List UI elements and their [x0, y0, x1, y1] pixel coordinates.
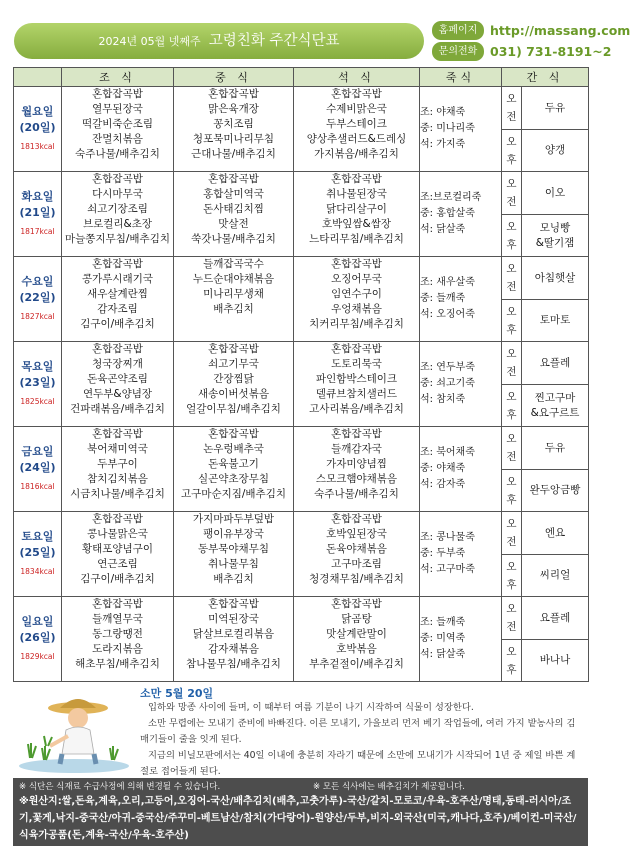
porridge-item: 중: 두부죽	[420, 548, 466, 559]
menu-item: 맑은육개장	[208, 103, 259, 115]
dinner-cell	[294, 597, 420, 682]
lunch-cell	[174, 87, 294, 172]
menu-item: 부추겉절이/배추김치	[309, 658, 404, 670]
menu-item: 참치김치볶음	[87, 473, 148, 485]
menu-item: 누드순대야채볶음	[192, 273, 275, 285]
snack-am-label: 오 전	[502, 342, 522, 385]
menu-item: 양상추샐러드&드레싱	[306, 133, 407, 145]
breakfast-cell	[62, 427, 174, 512]
day-date: (23일)	[19, 375, 56, 389]
porridge-cell	[420, 427, 502, 512]
menu-item: 스모크햄야채볶음	[315, 473, 398, 485]
menu-item: 혼합잡곡밥	[331, 88, 382, 100]
snack-pm-label: 오 후	[502, 470, 522, 512]
porridge-item: 석: 가지죽	[420, 139, 466, 150]
menu-item: 마늘쫑지무침/배추김치	[65, 233, 170, 245]
breakfast-cell	[62, 512, 174, 597]
menu-item: 쑥갓나물/배추김치	[191, 233, 276, 245]
menu-item: 파인함박스테이크	[315, 373, 398, 385]
porridge-item: 석: 오징어죽	[420, 309, 475, 320]
porridge-item: 석: 닭살죽	[420, 224, 466, 235]
day-cell	[14, 597, 62, 682]
porridge-item: 석: 고구마죽	[420, 564, 475, 575]
menu-item: 고구마순지짐/배추김치	[181, 488, 286, 500]
menu-item: 혼합잡곡밥	[208, 598, 259, 610]
table-header-row	[14, 68, 589, 87]
menu-item: 청경채무침/배추김치	[309, 573, 404, 585]
porridge-item: 조: 콩나물죽	[420, 532, 475, 543]
menu-item: 감자채볶음	[208, 643, 259, 655]
menu-item: 홍합살미역국	[203, 188, 264, 200]
menu-item: 북어채미역국	[87, 443, 148, 455]
menu-item: 닭다리살구이	[326, 203, 387, 215]
season-paragraph: 입하와 망종 사이에 들며, 이 때부터 여름 기분이 나기 시작하여 식물이 성장한다.	[148, 702, 474, 713]
day-name: 화요일	[21, 189, 54, 203]
menu-item: 실곤약초장무침	[197, 473, 269, 485]
menu-item: 청국장찌개	[92, 358, 143, 370]
menu-item: 들깨열무국	[92, 613, 143, 625]
footer-note-kimchi: ※ 모든 식사에는 배추김치가 제공됩니다.	[313, 782, 466, 792]
menu-item: 연두부&양념장	[82, 388, 153, 400]
porridge-item: 중: 야채죽	[420, 463, 466, 474]
day-cell	[14, 87, 62, 172]
porridge-item: 조: 연두부죽	[420, 362, 475, 373]
menu-item: 호박잎쌈&쌈장	[321, 218, 392, 230]
menu-item: 혼합잡곡밥	[92, 513, 143, 525]
col-breakfast: 조 식	[62, 68, 174, 87]
menu-item: 혼합잡곡밥	[331, 598, 382, 610]
menu-item: 맛살전	[218, 218, 249, 230]
menu-item: 동그랑땡전	[92, 628, 143, 640]
day-row	[14, 87, 589, 130]
menu-item: 혼합잡곡밥	[92, 173, 143, 185]
menu-item: 참나물무침/배추김치	[186, 658, 281, 670]
porridge-cell	[420, 512, 502, 597]
menu-item: 미나리무생채	[203, 288, 264, 300]
menu-item: 혼합잡곡밥	[331, 513, 382, 525]
menu-item: 두부스테이크	[326, 118, 387, 130]
title-date: 2024년 05월 넷째주	[98, 35, 201, 48]
breakfast-cell	[62, 342, 174, 427]
day-date: (25일)	[19, 545, 56, 559]
col-snack: 간 식	[502, 68, 589, 87]
menu-item: 임연수구이	[331, 288, 382, 300]
footer-note-change: ※ 식단은 식재료 수급사정에 의해 변경될 수 있습니다.	[19, 782, 221, 792]
day-kcal: 1817kcal	[20, 226, 55, 236]
day-cell	[14, 512, 62, 597]
menu-item: 팽이유부장국	[203, 528, 264, 540]
day-kcal: 1829kcal	[20, 651, 55, 661]
porridge-item: 조:브로컬리죽	[420, 192, 482, 203]
snack-pm: 모닝빵 &딸기잼	[522, 215, 589, 257]
dinner-cell	[294, 87, 420, 172]
dinner-cell	[294, 257, 420, 342]
phone-number: 031) 731-8191~2	[490, 44, 612, 59]
menu-item: 돈육불고기	[208, 458, 259, 470]
menu-item: 혼합잡곡밥	[92, 258, 143, 270]
menu-item: 돈사태김치찜	[203, 203, 264, 215]
menu-item: 혼합잡곡밥	[331, 428, 382, 440]
menu-item: 혼합잡곡밥	[208, 88, 259, 100]
menu-item: 도토리묵국	[331, 358, 382, 370]
menu-item: 근대나물/배추김치	[191, 148, 276, 160]
menu-item: 새송이버섯볶음	[197, 388, 269, 400]
porridge-item: 조: 새우살죽	[420, 277, 475, 288]
snack-pm: 바나나	[522, 640, 589, 682]
weekly-menu-table	[13, 67, 589, 682]
homepage-label: 홈페이지	[432, 21, 484, 40]
day-name: 월요일	[21, 104, 54, 118]
day-date: (24일)	[19, 460, 56, 474]
menu-item: 새우살계란찜	[87, 288, 148, 300]
porridge-item: 중: 홍합살죽	[420, 208, 475, 219]
menu-item: 숙주나물/배추김치	[314, 488, 399, 500]
snack-am: 요플레	[522, 597, 589, 640]
footer-origin: ※원산지:쌀,돈육,계육,오리,고등어,오징어-국산/배추김치(배추,고춧가루)-국산/갈치-모로코/우육-호주산/명태,동태-러시아/조기,꽃게,낙지-중국산/아귀-중국산/주꾸미-베트남산/참치(가다랑어)-원양산/두부,비지-외국산(미국,캐나다,호주)/베이컨-미국산/식육가공품(돈,계육-국산/우육-호주산)	[19, 796, 577, 841]
menu-item: 꽁치조림	[213, 118, 254, 130]
menu-item: 쇠고기장조림	[87, 203, 148, 215]
day-date: (22일)	[19, 290, 56, 304]
day-row	[14, 597, 589, 640]
menu-item: 들깨잡곡국수	[203, 258, 264, 270]
lunch-cell	[174, 342, 294, 427]
title-banner	[14, 23, 424, 59]
menu-item: 떡갈비죽순조림	[81, 118, 153, 130]
menu-item: 혼합잡곡밥	[331, 343, 382, 355]
day-date: (20일)	[19, 120, 56, 134]
breakfast-cell	[62, 87, 174, 172]
day-row	[14, 512, 589, 555]
season-title: 소만 5월 20일	[140, 687, 214, 700]
day-date: (26일)	[19, 630, 56, 644]
snack-pm-label: 오 후	[502, 640, 522, 682]
snack-pm: 완두앙금빵	[522, 470, 589, 512]
menu-item: 동부묵야채무침	[197, 543, 269, 555]
porridge-item: 중: 쇠고기죽	[420, 378, 475, 389]
porridge-cell	[420, 597, 502, 682]
lunch-cell	[174, 512, 294, 597]
snack-pm: 양갱	[522, 130, 589, 172]
menu-item: 수제비맑은국	[326, 103, 387, 115]
menu-item: 다시마무국	[92, 188, 143, 200]
day-name: 일요일	[21, 614, 54, 628]
menu-item: 맛살계란말이	[326, 628, 387, 640]
porridge-cell	[420, 172, 502, 257]
day-kcal: 1834kcal	[20, 566, 55, 576]
menu-item: 혼합잡곡밥	[92, 598, 143, 610]
porridge-item: 중: 들깨죽	[420, 293, 466, 304]
menu-item: 닭곰탕	[341, 613, 372, 625]
lunch-cell	[174, 427, 294, 512]
menu-item: 얼갈이무침/배추김치	[186, 403, 281, 415]
day-date: (21일)	[19, 205, 56, 219]
snack-am: 아침햇살	[522, 257, 589, 300]
menu-item: 호박잎된장국	[326, 528, 387, 540]
lunch-cell	[174, 257, 294, 342]
menu-item: 쇠고기무국	[208, 358, 259, 370]
porridge-item: 석: 감자죽	[420, 479, 466, 490]
col-lunch: 중 식	[174, 68, 294, 87]
porridge-item: 조: 야채죽	[420, 107, 466, 118]
menu-item: 혼합잡곡밥	[208, 343, 259, 355]
menu-item: 가자미양념찜	[326, 458, 387, 470]
menu-item: 건파래볶음/배추김치	[70, 403, 165, 415]
breakfast-cell	[62, 172, 174, 257]
title-text: 고령친화 주간식단표	[208, 33, 340, 49]
menu-item: 혼합잡곡밥	[208, 173, 259, 185]
snack-pm-label: 오 후	[502, 215, 522, 257]
menu-item: 숙주나물/배추김치	[75, 148, 160, 160]
menu-item: 두부구이	[97, 458, 138, 470]
footer-notice	[13, 778, 588, 846]
day-name: 수요일	[21, 274, 54, 288]
menu-item: 미역된장국	[208, 613, 259, 625]
snack-am-label: 오 전	[502, 257, 522, 300]
menu-item: 황태포양념구이	[81, 543, 153, 555]
menu-item: 혼합잡곡밥	[208, 428, 259, 440]
menu-item: 청포묵미나리무침	[192, 133, 275, 145]
day-kcal: 1825kcal	[20, 396, 55, 406]
snack-am: 이오	[522, 172, 589, 215]
menu-item: 느타리무침/배추김치	[309, 233, 404, 245]
snack-pm-label: 오 후	[502, 300, 522, 342]
menu-item: 브로컬리&초장	[82, 218, 153, 230]
col-porridge: 죽식	[420, 68, 502, 87]
season-text	[140, 700, 580, 780]
menu-item: 오징어무국	[331, 273, 382, 285]
homepage-row	[432, 21, 630, 40]
day-row	[14, 427, 589, 470]
day-kcal: 1813kcal	[20, 141, 55, 151]
day-cell	[14, 172, 62, 257]
snack-am: 두유	[522, 427, 589, 470]
menu-item: 잔멸치볶음	[92, 133, 143, 145]
menu-item: 고구마조림	[331, 558, 382, 570]
day-row	[14, 257, 589, 300]
menu-item: 해초무침/배추김치	[75, 658, 160, 670]
lunch-cell	[174, 597, 294, 682]
menu-item: 논우렁배추국	[203, 443, 264, 455]
col-dinner: 석 식	[294, 68, 420, 87]
day-name: 토요일	[21, 529, 54, 543]
header	[14, 18, 630, 64]
menu-item: 김구이/배추김치	[80, 318, 155, 330]
snack-am: 엔요	[522, 512, 589, 555]
season-paragraph: 지금의 비닐모판에서는 40일 이내에 충분히 자라기 때문에 소만에 모내기가 시작되어 1년 중 제일 바쁜 계절로 접어들게 된다.	[140, 750, 576, 777]
snack-pm-label: 오 후	[502, 130, 522, 172]
menu-item: 델큐브참치샐러드	[315, 388, 398, 400]
dinner-cell	[294, 342, 420, 427]
menu-item: 연근조림	[97, 558, 138, 570]
snack-pm: 토마토	[522, 300, 589, 342]
porridge-item: 석: 닭살죽	[420, 649, 466, 660]
menu-item: 배추김치	[213, 303, 254, 315]
menu-item: 들깨감자국	[331, 443, 382, 455]
breakfast-cell	[62, 597, 174, 682]
menu-item: 열무된장국	[92, 103, 143, 115]
snack-am: 두유	[522, 87, 589, 130]
snack-am: 요플레	[522, 342, 589, 385]
day-kcal: 1827kcal	[20, 311, 55, 321]
menu-item: 돈육야채볶음	[326, 543, 387, 555]
day-cell	[14, 427, 62, 512]
menu-item: 치커리무침/배추김치	[309, 318, 404, 330]
menu-item: 돈육곤약조림	[87, 373, 148, 385]
phone-row	[432, 42, 612, 61]
dinner-cell	[294, 512, 420, 597]
corner-header	[14, 68, 62, 87]
porridge-item: 석: 참치죽	[420, 394, 466, 405]
dinner-cell	[294, 427, 420, 512]
snack-pm: 찐고구마 &요구르트	[522, 385, 589, 427]
porridge-item: 중: 미나리죽	[420, 123, 475, 134]
menu-item: 김구이/배추김치	[80, 573, 155, 585]
menu-item: 콩가루시래기국	[81, 273, 153, 285]
snack-pm-label: 오 후	[502, 555, 522, 597]
menu-item: 취나물된장국	[326, 188, 387, 200]
porridge-item: 중: 미역죽	[420, 633, 466, 644]
homepage-link[interactable]: http://massang.com	[490, 23, 630, 38]
porridge-cell	[420, 257, 502, 342]
snack-am-label: 오 전	[502, 87, 522, 130]
menu-item: 닭살브로컬리볶음	[192, 628, 275, 640]
menu-item: 간장찜닭	[213, 373, 254, 385]
menu-item: 혼합잡곡밥	[92, 88, 143, 100]
porridge-cell	[420, 87, 502, 172]
page-title	[14, 23, 424, 59]
day-row	[14, 172, 589, 215]
snack-am-label: 오 전	[502, 427, 522, 470]
snack-pm: 씨리얼	[522, 555, 589, 597]
day-row	[14, 342, 589, 385]
day-cell	[14, 257, 62, 342]
breakfast-cell	[62, 257, 174, 342]
lunch-cell	[174, 172, 294, 257]
dinner-cell	[294, 172, 420, 257]
day-name: 금요일	[21, 444, 54, 458]
day-name: 목요일	[21, 359, 54, 373]
menu-item: 혼합잡곡밥	[331, 173, 382, 185]
menu-item: 감자조림	[97, 303, 138, 315]
day-cell	[14, 342, 62, 427]
snack-am-label: 오 전	[502, 172, 522, 215]
phone-label: 문의전화	[432, 42, 484, 61]
porridge-item: 조: 들깨죽	[420, 617, 466, 628]
menu-item: 우엉채볶음	[331, 303, 382, 315]
snack-am-label: 오 전	[502, 512, 522, 555]
menu-item: 호박볶음	[336, 643, 377, 655]
menu-item: 혼합잡곡밥	[331, 258, 382, 270]
day-kcal: 1816kcal	[20, 481, 55, 491]
porridge-cell	[420, 342, 502, 427]
menu-item: 혼합잡곡밥	[92, 428, 143, 440]
menu-item: 고사리볶음/배추김치	[309, 403, 404, 415]
menu-item: 혼합잡곡밥	[92, 343, 143, 355]
menu-item: 취나물무침	[208, 558, 259, 570]
porridge-item: 조: 북어채죽	[420, 447, 475, 458]
menu-item: 도라지볶음	[92, 643, 143, 655]
menu-item: 콩나물맑은국	[87, 528, 148, 540]
snack-pm-label: 오 후	[502, 385, 522, 427]
menu-item: 가지볶음/배추김치	[314, 148, 399, 160]
snack-am-label: 오 전	[502, 597, 522, 640]
menu-item: 가지마파두부덮밥	[192, 513, 275, 525]
season-paragraph: 소만 무렵에는 모내기 준비에 바빠진다. 이른 모내기, 가을보리 먼저 베기 작업들에, 여러 가지 밭농사의 김매기들이 줄을 잇게 된다.	[140, 718, 576, 745]
farmer-illustration	[16, 688, 134, 778]
menu-item: 배추김치	[213, 573, 254, 585]
menu-item: 시금치나물/배추김치	[70, 488, 165, 500]
